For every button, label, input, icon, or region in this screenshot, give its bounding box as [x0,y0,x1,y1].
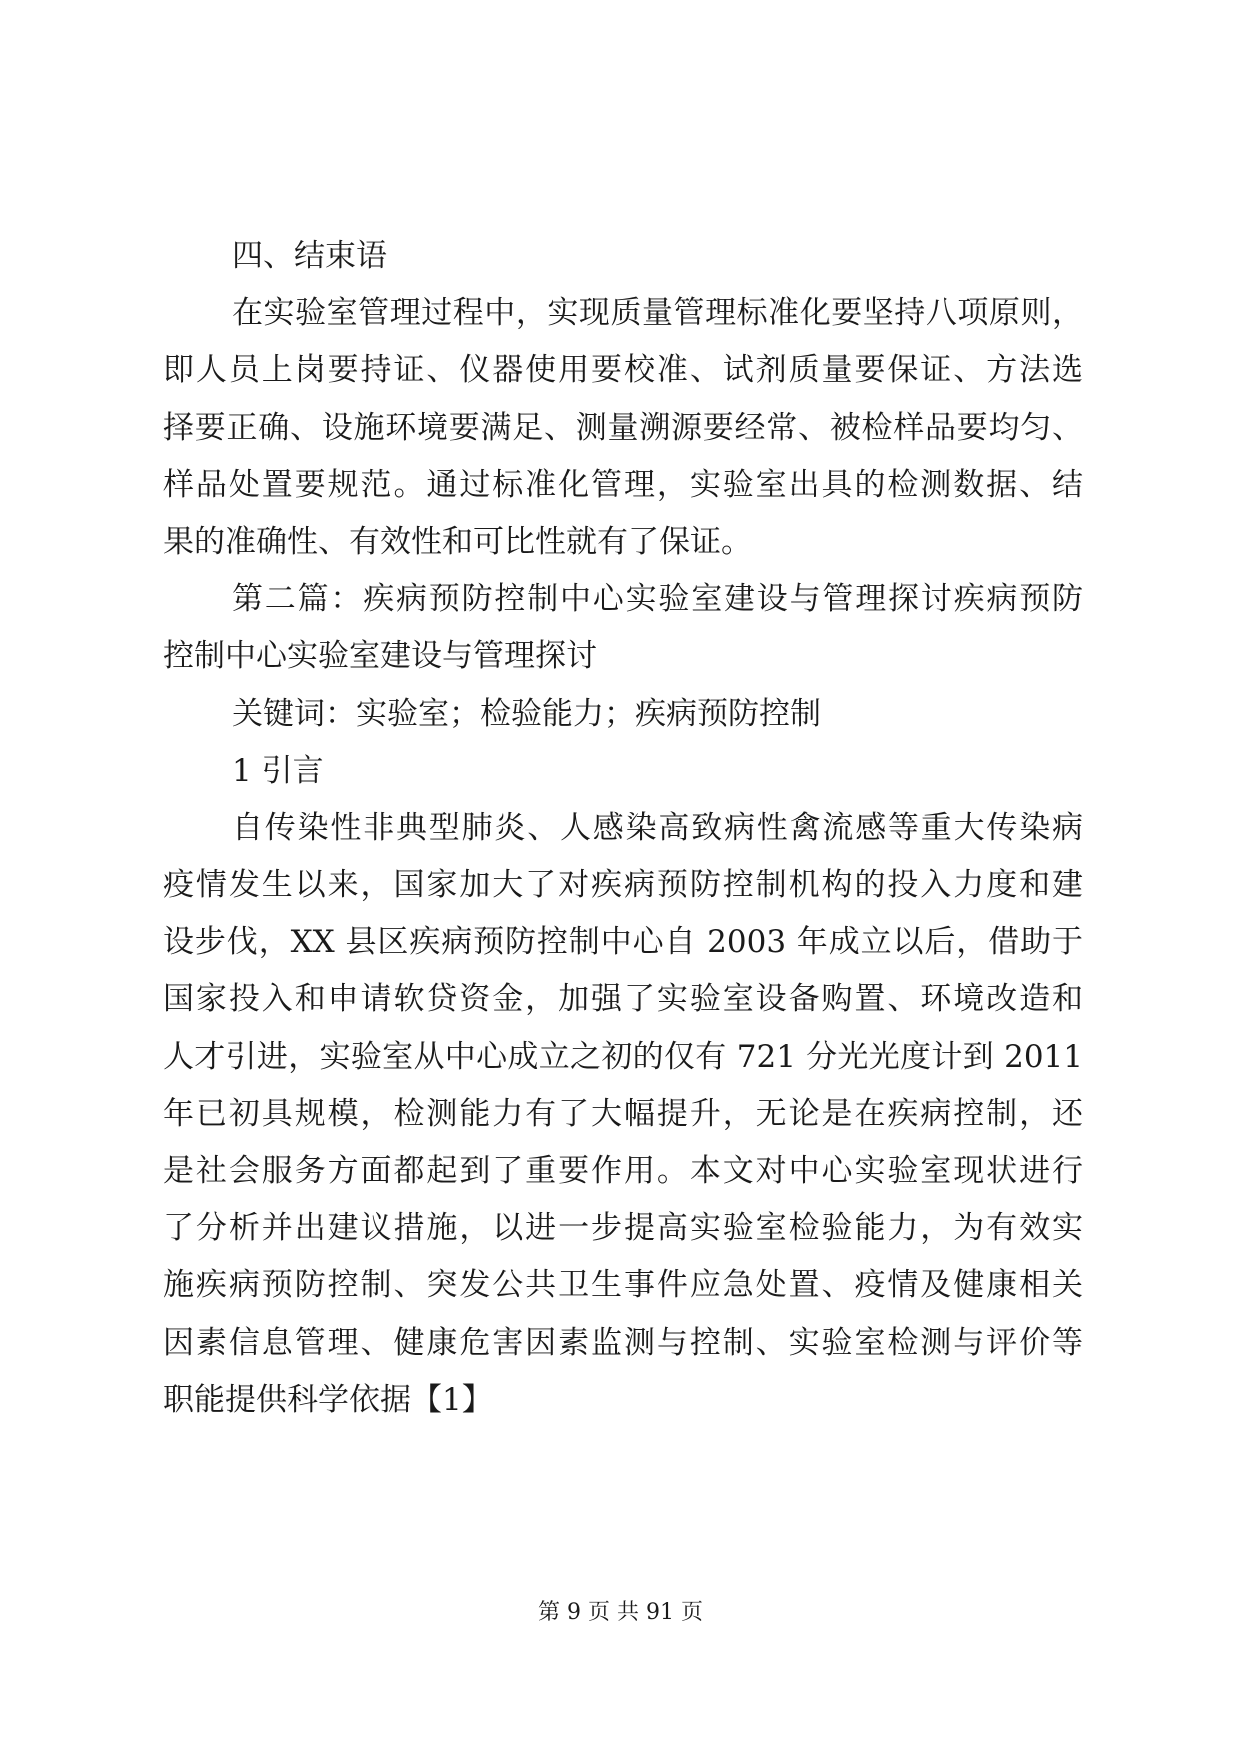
paragraph-line: 国家投入和申请软贷资金，加强了实验室设备购置、环境改造和 [163,981,1083,1018]
paragraph-line: 即人员上岗要持证、仪器使用要校准、试剂质量要保证、方法选 [163,352,1083,389]
paragraph-line: 样品处置要规范。通过标准化管理，实验室出具的检测数据、结 [163,466,1083,503]
keywords-line: 关键词：实验室；检验能力；疾病预防控制 [232,695,821,732]
paragraph-line: 自传染性非典型肺炎、人感染高致病性禽流感等重大传染病 [232,809,1083,846]
article-title-line: 第二篇：疾病预防控制中心实验室建设与管理探讨疾病预防 [232,581,1083,618]
paragraph-line: 职能提供科学依据【1】 [163,1381,493,1418]
paragraph-line: 在实验室管理过程中，实现质量管理标准化要坚持八项原则， [232,295,1083,332]
paragraph-line: 是社会服务方面都起到了重要作用。本文对中心实验室现状进行 [163,1153,1083,1189]
paragraph-line: 了分析并出建议措施，以进一步提高实验室检验能力，为有效实 [163,1210,1083,1247]
paragraph-line: 因素信息管理、健康危害因素监测与控制、实验室检测与评价等 [163,1324,1083,1361]
paragraph-line: 人才引进，实验室从中心成立之初的仅有 721 分光光度计到 2011 [163,1038,1083,1075]
paragraph-line: 设步伐，XX 县区疾病预防控制中心自 2003 年成立以后，借助于 [163,924,1083,961]
paragraph-line: 疫情发生以来，国家加大了对疾病预防控制机构的投入力度和建 [163,867,1083,904]
section-heading: 1 引言 [232,752,324,789]
page-number-footer: 第 9 页 共 91 页 [538,1600,703,1625]
paragraph-line: 年已初具规模，检测能力有了大幅提升，无论是在疾病控制，还 [163,1095,1083,1132]
paragraph-line: 施疾病预防控制、突发公共卫生事件应急处置、疫情及健康相关 [163,1267,1083,1304]
article-title-line: 控制中心实验室建设与管理探讨 [163,638,597,675]
body-text [163,228,1083,1429]
paragraph-line: 果的准确性、有效性和可比性就有了保证。 [163,523,752,560]
section-heading: 四、结束语 [232,238,387,274]
paragraph-line: 择要正确、设施环境要满足、测量溯源要经常、被检样品要均匀、 [163,409,1083,446]
